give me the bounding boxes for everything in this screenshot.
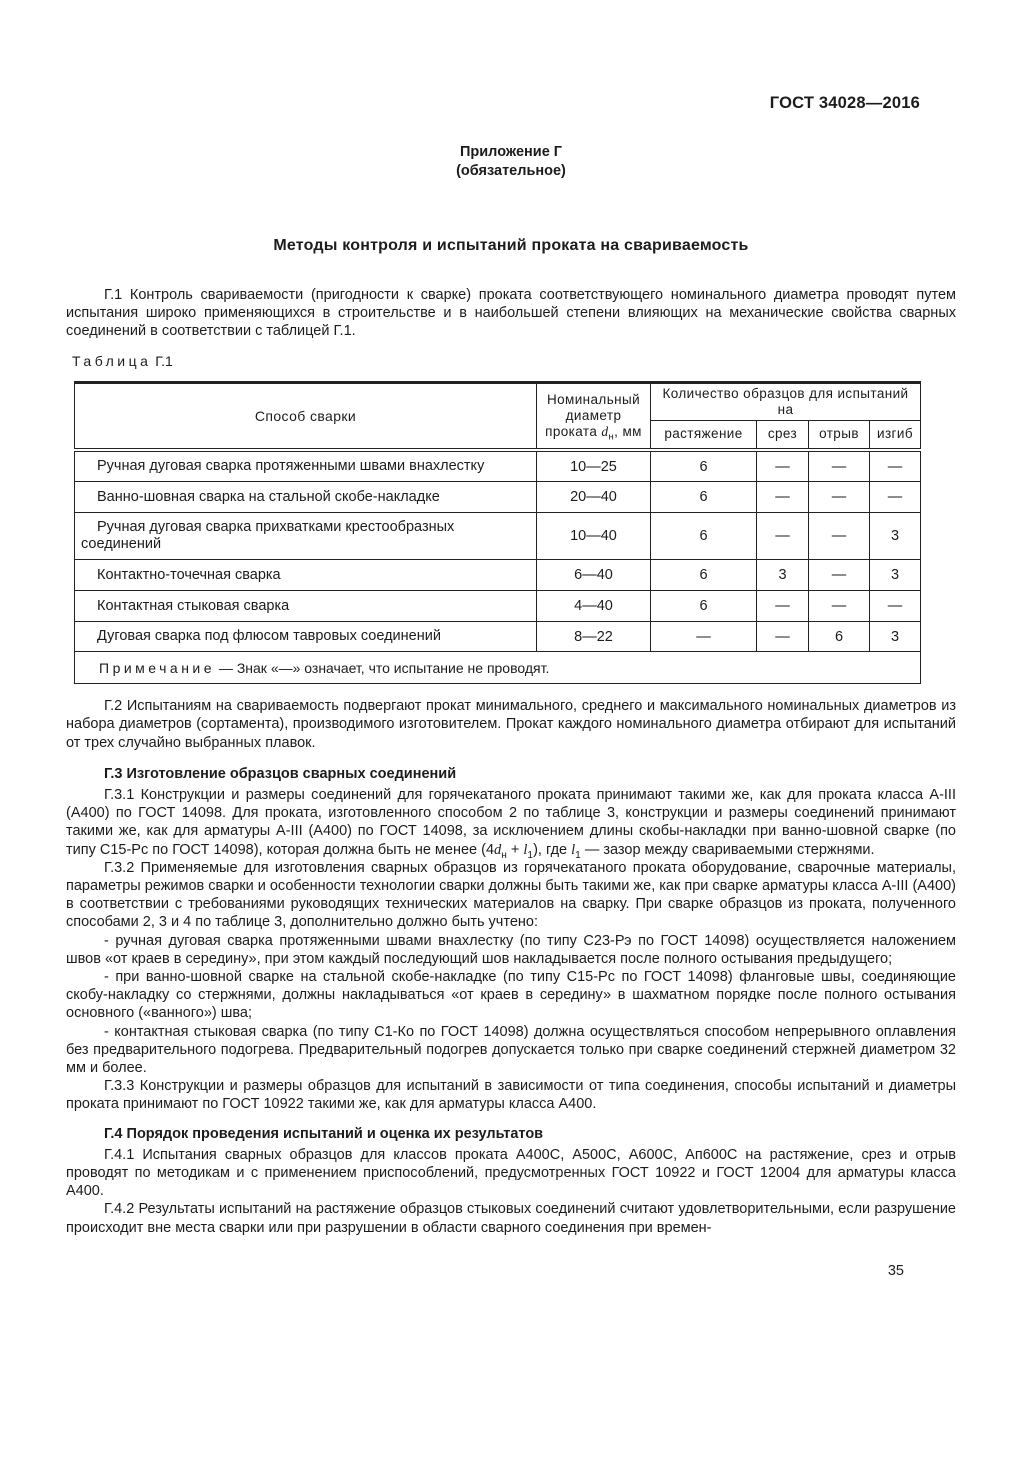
cell-bend: — bbox=[870, 450, 921, 482]
paragraph-g31: Г.3.1 Конструкции и размеры соединений для горячекатаного проката принимают такими же, как для проката класса А-III (А400) по ГОСТ 14098. Для проката, изготовленного способом 2 по таблице 3, конструкции и размеры соединений принимают такими же, как для арматуры А-III (А400) по ГОСТ 14098, за исключением длины скобы-накладки при ванно-шовной сварке (по типу С15-Рс по ГОСТ 14098), которая должна быть не менее $(4d_н + l_1)$, где $l_1$ — зазор между свариваемыми стержнями. bbox=[66, 786, 956, 861]
cell-tension: 6 bbox=[651, 560, 757, 591]
cell-diameter: 10—40 bbox=[537, 513, 651, 560]
cell-shear: — bbox=[757, 622, 809, 652]
table-caption-word: Таблица bbox=[72, 352, 152, 369]
cell-shear: — bbox=[757, 513, 809, 560]
cell-diameter: 8—22 bbox=[537, 622, 651, 652]
bullet-contact-butt: - контактная стыковая сварка (по типу С1-Ко по ГОСТ 14098) должна осуществляться способом непрерывного оплавления без предварительного подогрева. Предварительный подогрев допускается только при сварке соединений стержней диаметром 32 мм и более. bbox=[66, 1023, 956, 1076]
variable-l: l bbox=[523, 841, 528, 858]
paragraph-g2: Г.2 Испытаниям на свариваемость подвергают прокат минимального, среднего и максимального номинальных диаметров из набора диаметров (сортамента), производимого изготовителем. Прокат каждого номинального диаметра отбирают для испытаний от трех случайно выбранных плавок. bbox=[66, 698, 956, 751]
cell-diameter: 20—40 bbox=[537, 482, 651, 513]
cell-method: Контактно-точечная сварка bbox=[75, 560, 537, 591]
cell-pull: — bbox=[809, 560, 870, 591]
cell-method: Дуговая сварка под флюсом тавровых соединений bbox=[75, 622, 537, 652]
table-row bbox=[75, 560, 921, 591]
cell-method: Ручная дуговая сварка протяженными швами внахлестку bbox=[75, 450, 537, 482]
cell-pull: — bbox=[809, 513, 870, 560]
cell-method: Контактная стыковая сварка bbox=[75, 591, 537, 622]
variable-l: l bbox=[571, 841, 576, 858]
col-header-diameter bbox=[537, 382, 651, 450]
cell-method: Ручная дуговая сварка прихватками крестообразных соединений bbox=[75, 513, 537, 560]
diameter-subscript: н bbox=[608, 431, 615, 443]
cell-bend: — bbox=[870, 591, 921, 622]
cell-method: Ванно-шовная сварка на стальной скобе-накладке bbox=[75, 482, 537, 513]
col-header-qty-group: Количество образцов для испытаний на bbox=[651, 382, 921, 420]
table-row bbox=[75, 591, 921, 622]
diameter-line1: Номинальный bbox=[546, 391, 641, 407]
paragraph-g33: Г.3.3 Конструкции и размеры образцов для испытаний в зависимости от типа соединения, способы испытаний и диаметры проката принимают по ГОСТ 10922 такими же, как для арматуры класса А400. bbox=[66, 1078, 956, 1113]
bullet-bath-seam: - при ванно-шовной сварке на стальной скобе-накладке (по типу С15-Рс по ГОСТ 14098) фланговые швы, соединяющие скобу-накладку со стержнями, должны накладываться «от краев в середину» в шахматном порядке после полного остывания основного («ванного») шва; bbox=[66, 968, 956, 1022]
section-title: Методы контроля и испытаний проката на свариваемость bbox=[273, 237, 749, 254]
diameter-variable: d bbox=[601, 423, 609, 439]
table-header-row-1 bbox=[75, 382, 921, 420]
cell-diameter: 6—40 bbox=[537, 560, 651, 591]
col-header-bend: изгиб bbox=[870, 420, 921, 450]
cell-tension: 6 bbox=[651, 591, 757, 622]
cell-bend: 3 bbox=[870, 513, 921, 560]
cell-shear: — bbox=[757, 450, 809, 482]
cell-bend: — bbox=[870, 482, 921, 513]
welding-test-table bbox=[74, 381, 921, 685]
paragraph-g41: Г.4.1 Испытания сварных образцов для классов проката А400С, А500С, А600С, Ап600С на растяжение, срез и отрыв проводят по методикам и с применением приспособлений, предусмотренных ГОСТ 10922 и ГОСТ 12004 для арматуры класса А400. bbox=[66, 1146, 956, 1200]
diameter-line2: диаметр bbox=[565, 407, 622, 423]
bullet-manual-arc: - ручная дуговая сварка протяженными швами внахлестку (по типу С23-Рэ по ГОСТ 14098) осуществляется наложением швов «от краев в середину», при этом каждый последующий шов накладывается после полного остывания предыдущего; bbox=[66, 932, 956, 967]
table-caption bbox=[72, 353, 956, 369]
cell-pull: — bbox=[809, 591, 870, 622]
cell-shear: 3 bbox=[757, 560, 809, 591]
cell-tension: — bbox=[651, 622, 757, 652]
col-header-tension: растяжение bbox=[651, 420, 757, 450]
page-number: 35 bbox=[887, 1262, 904, 1279]
paragraph-g1: Г.1 Контроль свариваемости (пригодности к сварке) проката соответствующего номинального диаметра проводят путем испытания широко применяющихся в строительстве и в наибольшей степени влияющих на механические свойства сварных соединений в соответствии с таблицей Г.1. bbox=[66, 287, 956, 340]
col-header-method: Способ сварки bbox=[75, 382, 537, 450]
variable-d: d bbox=[494, 841, 502, 858]
cell-pull: — bbox=[809, 450, 870, 482]
diameter-line3: проката $d_н$, мм bbox=[545, 423, 642, 443]
cell-pull: 6 bbox=[809, 622, 870, 652]
heading-g4: Г.4 Порядок проведения испытаний и оценка их результатов bbox=[104, 1125, 544, 1142]
heading-g3: Г.3 Изготовление образцов сварных соединений bbox=[104, 765, 457, 782]
paragraph-g32: Г.3.2 Применяемые для изготовления сварных образцов из горячекатаного проката оборудование, сварочные материалы, параметры режимов сварки и особенности технологии сварки должны быть такими же, как при сварке арматуры класса А-III (А400) в соответствии с требованиями руководящих технических материалов на сварку. При сварке образцов из проката, полученного способами 2, 3 и 4 по таблице 3, дополнительно должно быть учтено: bbox=[66, 859, 956, 931]
cell-bend: 3 bbox=[870, 622, 921, 652]
cell-shear: — bbox=[757, 591, 809, 622]
table-row bbox=[75, 513, 921, 560]
cell-shear: — bbox=[757, 482, 809, 513]
appendix-heading bbox=[66, 143, 956, 181]
cell-tension: 6 bbox=[651, 450, 757, 482]
table-note bbox=[75, 652, 921, 684]
doc-header bbox=[66, 94, 956, 113]
appendix-subtitle: (обязательное) bbox=[456, 163, 566, 179]
appendix-title: Приложение Г bbox=[459, 144, 563, 160]
table-caption-number: Г.1 bbox=[155, 352, 173, 369]
cell-diameter: 4—40 bbox=[537, 591, 651, 622]
cell-diameter: 10—25 bbox=[537, 450, 651, 482]
cell-bend: 3 bbox=[870, 560, 921, 591]
gost-number: ГОСТ 34028—2016 bbox=[769, 94, 920, 112]
table-row bbox=[75, 622, 921, 652]
table-note-row bbox=[75, 652, 921, 684]
col-header-shear: срез bbox=[757, 420, 809, 450]
paragraph-g42: Г.4.2 Результаты испытаний на растяжение образцов стыковых соединений считают удовлетворительными, если разрушение происходит вне места сварки или при разрушении в области сварного соединения при времен- bbox=[66, 1201, 956, 1236]
table-row bbox=[75, 450, 921, 482]
col-header-pull: отрыв bbox=[809, 420, 870, 450]
note-text: — Знак «—» означает, что испытание не проводят. bbox=[215, 659, 550, 676]
cell-pull: — bbox=[809, 482, 870, 513]
table-row bbox=[75, 482, 921, 513]
cell-tension: 6 bbox=[651, 482, 757, 513]
note-label: Примечание bbox=[99, 659, 216, 676]
cell-tension: 6 bbox=[651, 513, 757, 560]
